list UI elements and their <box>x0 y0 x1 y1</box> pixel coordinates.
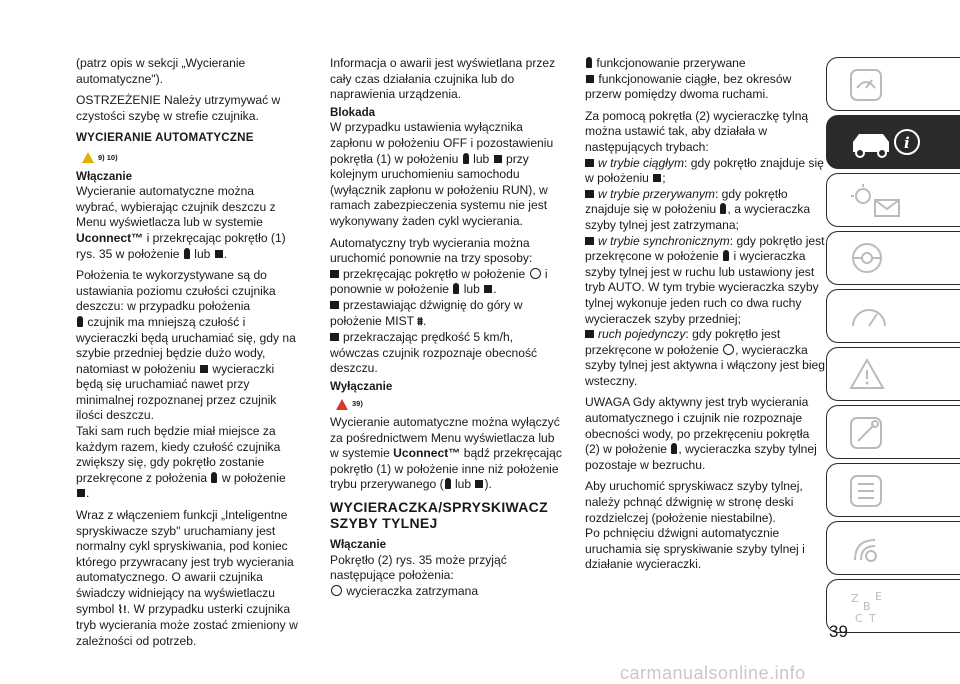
warning-reference <box>82 150 298 166</box>
list-item <box>330 298 563 330</box>
continuous-icon <box>653 174 661 182</box>
paragraph: Po pchnięciu dźwigni automatycznie uruchamia się spryskiwanie szyby tylnej i działanie wycieraczki. <box>585 526 805 572</box>
paragraph: Aby uruchomić spryskiwacz szyby tylnej, należy pchnąć dźwignię w stronę deski rozdzielczej (położenie niestabilne). <box>585 479 803 525</box>
text: przy kolejnym uruchomieniu samochodu (wyłącznik zapłonu w położeniu RUN), w ramach zabezpieczenia systemu nie jest wykonywany żaden cykl wycierania. <box>330 151 548 228</box>
text: w położenie <box>218 470 286 485</box>
list-item <box>330 267 563 298</box>
mode-name: w trybie synchronicznym <box>598 233 730 248</box>
text: ; <box>662 171 666 186</box>
high-sensitivity-icon <box>215 250 223 258</box>
subheading-off: Wyłączanie <box>330 379 393 393</box>
continuous-icon <box>586 75 594 83</box>
wiper-fault-icon: ⌇! <box>117 603 127 616</box>
low-sensitivity-icon <box>77 316 83 327</box>
gauge-icon <box>849 298 893 336</box>
bullet-icon <box>585 330 594 338</box>
paragraph <box>330 120 563 229</box>
paragraph: Pokrętło (2) rys. 35 może przyjąć następujące położenia: <box>330 552 507 583</box>
chapter-tab-dashboard[interactable] <box>826 57 960 111</box>
bullet-icon <box>585 159 594 167</box>
chapter-tab-specifications[interactable] <box>826 463 960 517</box>
uconnect-label: Uconnect™ <box>76 230 144 245</box>
low-sensitivity-icon <box>463 153 469 164</box>
text: Położenia te wykorzystywane są do ustawiania poziomu czułości czujnika deszczu: w przypadku położenia <box>76 268 276 314</box>
mist-icon: ⩩ <box>417 315 424 328</box>
uconnect-label: Uconnect™ <box>393 446 461 461</box>
paragraph <box>330 415 563 493</box>
paragraph <box>76 184 298 262</box>
text: : gdy pokrętło jest przekręcone w położenie <box>585 327 781 357</box>
warning-reference <box>336 396 563 412</box>
text: . W przypadku usterki czujnika tryb wycierania może zostać zmieniony w zależności od potrzeb. <box>76 601 298 648</box>
chapter-tab-safety[interactable] <box>826 231 960 285</box>
text: lub <box>469 151 493 166</box>
warning-triangle-icon <box>82 152 94 163</box>
warning-ref: 39) <box>352 399 363 409</box>
text: bądź przekręcając pokrętło (1) w położenie inne niż położenie trybu przerywanego ( <box>330 446 562 492</box>
text: Wycieranie automatyczne można wyłączyć za pośrednictwem Menu wyświetlacza lub w systemie <box>330 415 560 461</box>
bullet-icon <box>585 237 594 245</box>
paragraph <box>76 508 298 649</box>
warning-triangle-icon <box>336 399 348 410</box>
list-item <box>585 56 825 72</box>
text: i wycieraczka szyby tylnej jest w ruchu lub ustawiony jest tryb AUTO. W tym trybie wycieraczka szyby tylnej wykonuje jeden ruch co dwa ruchy wycieraczek szyby przedniej; <box>585 249 819 326</box>
tools-icon <box>849 414 893 452</box>
text: . <box>423 313 427 328</box>
page-number: 39 <box>829 622 848 641</box>
text: lub <box>460 282 484 297</box>
intermittent-icon <box>723 250 729 261</box>
bullet-icon <box>330 333 339 341</box>
text: przekraczając prędkość 5 km/h, wówczas czujnik rozpoznaje obecność deszczu. <box>330 330 538 376</box>
text: , wycieraczka szyby tylnej jest aktywna i włączony jest bieg wsteczny. <box>585 342 825 388</box>
chapter-tab-multimedia[interactable] <box>826 521 960 575</box>
alphabet-index-icon <box>849 588 893 626</box>
text: Wraz z włączeniem funkcji „Inteligentne spryskiwacze szyb" uruchamiany jest normalny cykl spryskiwania, pod koniec którego przywracany jest tryb wycierania automatycznego. O awarii czujnika świadczy widniejący na wyświetlaczu symbol <box>76 508 294 616</box>
paragraph: Automatyczny tryb wycierania można uruchomić ponownie na trzy sposoby: <box>330 235 533 266</box>
text: , wycieraczka szyby tylnej pozostaje w bezruchu. <box>585 442 817 472</box>
list-item <box>585 187 825 234</box>
high-sensitivity-icon <box>200 365 208 373</box>
text: przestawiając dźwignię do góry w położenie MIST <box>330 297 523 328</box>
paragraph: (patrz opis w sekcji „Wycieranie automatyczne"). <box>76 56 246 86</box>
text: . <box>223 246 228 261</box>
subheading-on: Włączanie <box>76 169 133 183</box>
column-3 <box>585 56 825 579</box>
specifications-icon <box>849 472 893 510</box>
warning-triangle-icon <box>849 356 893 394</box>
list-item <box>585 327 825 389</box>
section-heading-rear-wiper: WYCIERACZKA/SPRYSKIWACZ SZYBY TYLNEJ <box>330 499 548 532</box>
high-sensitivity-icon <box>494 155 502 163</box>
warning-note: OSTRZEŻENIE Należy utrzymywać w czystości szybę w strefie czujnika. <box>76 93 281 123</box>
paragraph <box>76 268 298 424</box>
text: UWAGA Gdy aktywny jest tryb wycierania automatycznego i czujnik nie rozpoznaje obecności wody, po przekręceniu pokrętła (2) w położenie <box>585 395 810 457</box>
text: i przekręcając pokrętło (1) rys. 35 w położenie <box>76 230 286 261</box>
svg-text:E: E <box>875 590 882 603</box>
bullet-icon <box>330 270 339 278</box>
car-info-icon <box>849 124 929 162</box>
bullet-icon <box>585 190 594 198</box>
list-item <box>330 330 563 377</box>
text: przekręcając pokrętło w położenie <box>343 266 529 281</box>
intermittent-icon <box>586 57 592 68</box>
chapter-tab-emergency[interactable] <box>826 347 960 401</box>
subheading-block: Blokada <box>330 105 376 119</box>
chapter-tab-vehicle-info[interactable] <box>826 115 960 169</box>
low-sensitivity-icon <box>184 248 190 259</box>
mode-name: w trybie ciągłym <box>598 155 685 170</box>
text: . <box>86 486 90 501</box>
text: wycieraczka zatrzymana <box>346 583 479 598</box>
steering-wheel-icon <box>849 240 893 278</box>
text: lub <box>190 246 214 261</box>
lights-icon <box>849 182 909 220</box>
high-sensitivity-icon <box>475 480 483 488</box>
connectivity-icon <box>849 530 893 568</box>
list-item <box>585 72 825 103</box>
text: Wycieranie automatyczne można wybrać, wybierając czujnik deszczu z Menu wyświetlacza lub w systemie <box>76 184 276 230</box>
watermark: carmanualsonline.info <box>620 663 806 683</box>
text: funkcjonowanie ciągłe, bez okresów przerw pomiędzy dwoma ruchami. <box>585 71 792 102</box>
high-sensitivity-icon <box>77 489 85 497</box>
chapter-tab-lights[interactable] <box>826 173 960 227</box>
high-sensitivity-icon <box>484 285 492 293</box>
text: : gdy pokrętło znajduje się w położeniu <box>585 186 788 217</box>
text: , a wycieraczka szyby tylnej jest zatrzymana; <box>585 202 811 232</box>
svg-text:C: C <box>855 612 863 625</box>
mode-name: w trybie przerywanym <box>598 186 715 201</box>
text: czujnik ma mniejszą czułość i wycieraczki będą uruchamiać się, gdy na szybie przedniej będzie dużo wody, natomiast w położeniu <box>76 314 296 376</box>
text: : gdy pokrętło znajduje się w położeniu <box>585 155 824 186</box>
text: lub <box>451 477 475 492</box>
chapter-tab-driving[interactable] <box>826 289 960 343</box>
section-heading-auto-wipe: WYCIERANIE AUTOMATYCZNE <box>76 131 254 145</box>
dashboard-icon <box>849 66 893 104</box>
intermittent-icon <box>720 203 726 214</box>
text: Taki sam ruch będzie miał miejsce za każdym razem, kiedy czułość czujnika zwiększy się, gdy pokrętło zostanie przekręcone z położenia <box>76 424 281 485</box>
paragraph: Informacja o awarii jest wyświetlana przez cały czas działania czujnika lub do naprawienia urządzenia. <box>330 56 556 102</box>
svg-text:T: T <box>869 612 876 625</box>
warning-refs: 9) 10) <box>98 152 118 162</box>
text: ). <box>484 477 492 492</box>
svg-text:i: i <box>904 134 910 152</box>
text: . <box>493 282 497 297</box>
list-item <box>330 584 563 600</box>
off-position-icon <box>331 585 342 596</box>
text: funkcjonowanie przerywane <box>596 56 746 70</box>
low-sensitivity-icon <box>211 472 217 483</box>
column-2 <box>330 56 563 599</box>
subheading-on: Włączanie <box>330 538 387 552</box>
list-item <box>585 234 825 328</box>
off-position-icon <box>530 268 541 279</box>
chapter-tab-maintenance[interactable] <box>826 405 960 459</box>
paragraph: Za pomocą pokrętła (2) wycieraczkę tylną można ustawić tak, aby działała w następujących trybach: <box>585 108 809 154</box>
intermittent-icon <box>671 443 677 454</box>
column-1 <box>76 56 298 655</box>
text: i ponownie w położenie <box>330 266 548 297</box>
off-position-icon <box>723 344 734 355</box>
mode-name: ruch pojedynczy <box>598 327 686 342</box>
text: : gdy pokrętło jest przekręcone w położenie <box>585 233 825 264</box>
list-item <box>585 156 825 187</box>
svg-text:B: B <box>863 600 871 613</box>
svg-text:Z: Z <box>851 592 859 605</box>
bullet-icon <box>330 301 339 309</box>
paragraph <box>76 424 298 502</box>
low-sensitivity-icon <box>445 478 451 489</box>
text: W przypadku ustawienia wyłącznika zapłonu w położeniu OFF i pozostawieniu pokrętła (1) w położeniu <box>330 120 554 166</box>
low-sensitivity-icon <box>453 283 459 294</box>
text: wycieraczki będą się uruchamiać nawet przy minimalnej rozpoznanej przez czujnik ilości deszczu. <box>76 361 277 423</box>
paragraph <box>585 395 825 473</box>
